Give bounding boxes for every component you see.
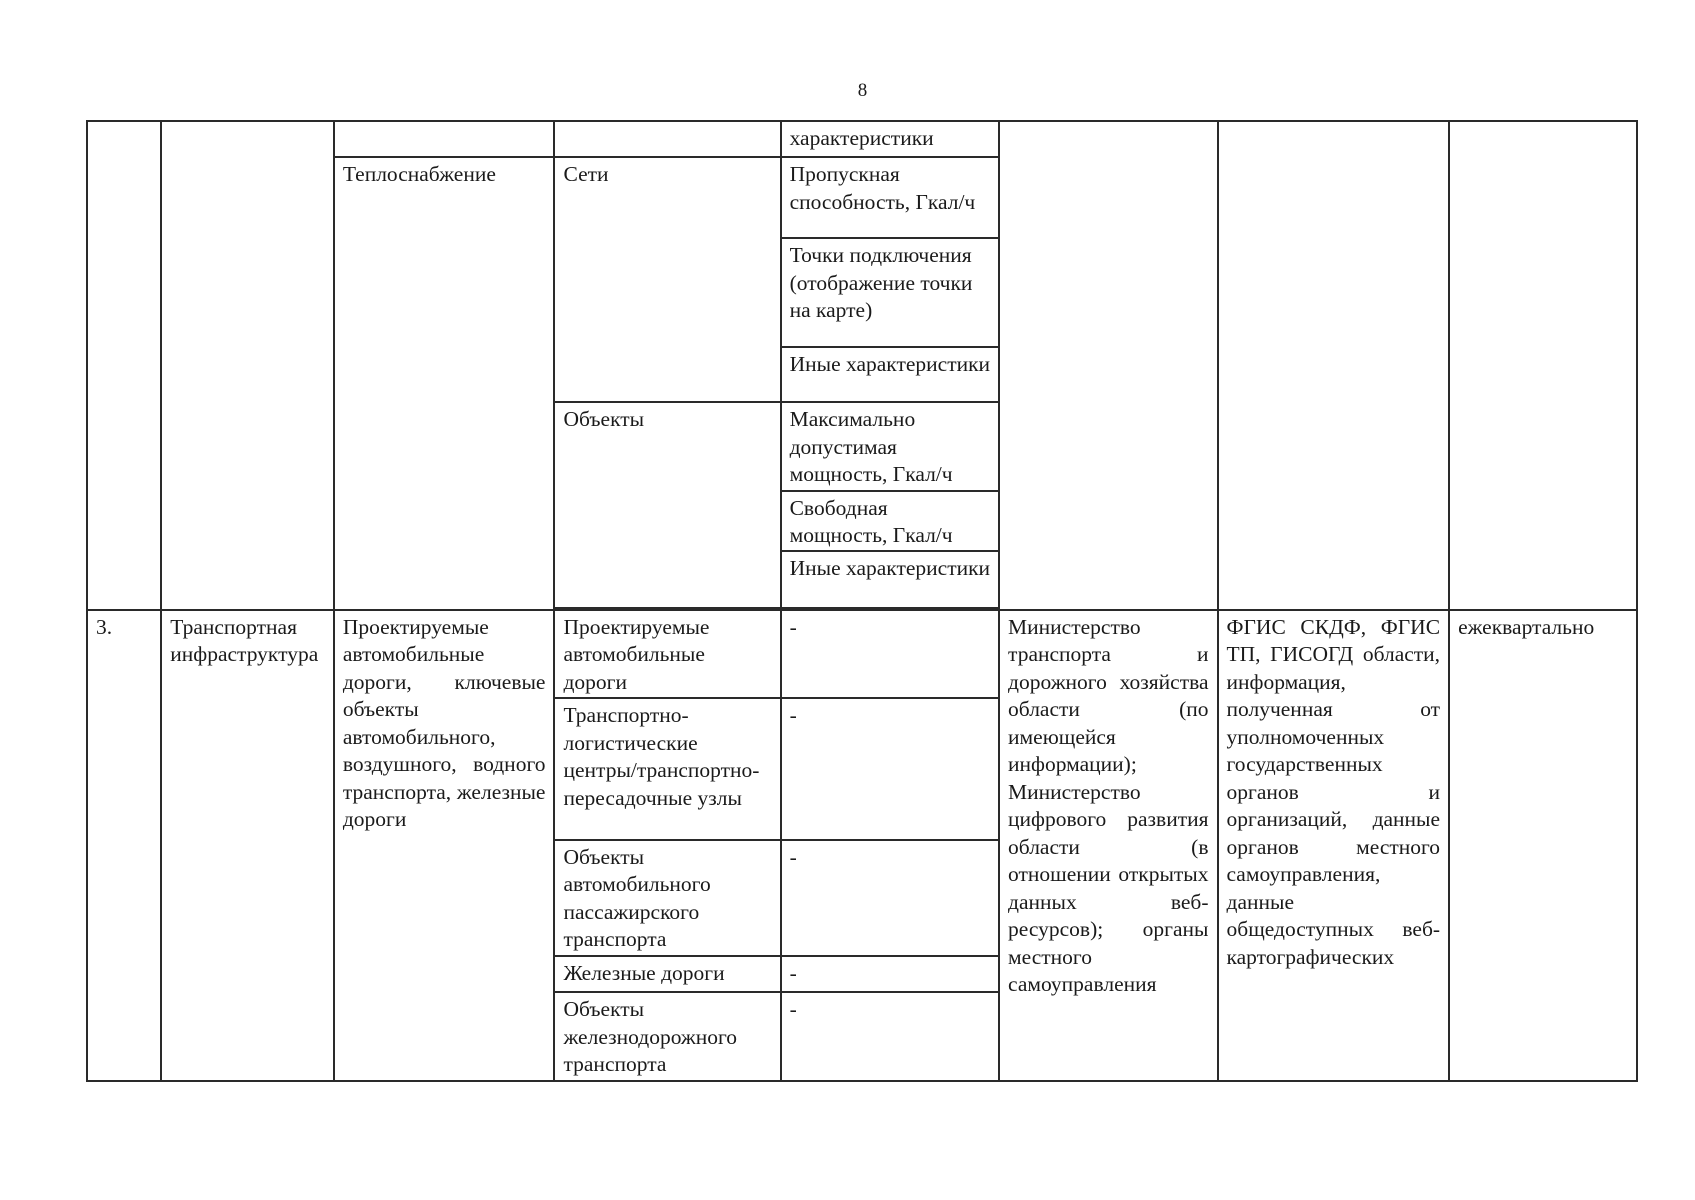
cell-subitem-value: - [781,992,999,1081]
table-row [87,610,1637,698]
cell-param: Иные характеристики [781,551,999,608]
cell-row-number: 3. [87,610,161,1081]
cell-responsible: Министерство транспорта и дорожного хозяйства области (по имеющейся информации); Министерство цифрового развития области (в отношении открытых данных веб-ресурсов); органы местного самоуправления [999,610,1217,1081]
cell-sources-cont [1218,121,1450,610]
cell-param: характеристики [781,121,999,157]
cell-row-description: Проектируемые автомобильные дороги, ключевые объекты автомобильного, воздушного, водного транспорта, железные дороги [334,610,555,1081]
cell-subitem-value: - [781,956,999,992]
cell-category-empty [334,121,555,157]
cell-param: Свободная мощность, Гкал/ч [781,491,999,552]
cell-group: Сети [554,157,780,402]
cell-number-cont [87,121,161,610]
page-number: 8 [857,80,868,101]
cell-param: Максимально допустимая мощность, Гкал/ч [781,402,999,490]
cell-subitem-value: - [781,610,999,698]
cell-subitem: Объекты автомобильного пассажирского транспорта [554,840,780,956]
cell-category: Теплоснабжение [334,157,555,609]
cell-sources: ФГИС СКДФ, ФГИС ТП, ГИСОГД области, информация, полученная от уполномоченных государственных органов и организаций, данные органов местного самоуправления, данные общедоступных веб-картографических [1218,610,1450,1081]
cell-param: Пропускная способность, Гкал/ч [781,157,999,238]
cell-group-empty [554,121,780,157]
cell-subitem-value: - [781,840,999,956]
cell-frequency: ежеквартально [1449,610,1637,1081]
cell-subitem: Транспортно-логистические центры/транспортно-пересадочные узлы [554,698,780,840]
cell-responsible-cont [999,121,1217,610]
cell-frequency-cont [1449,121,1637,610]
cell-name-cont [161,121,334,610]
cell-param: Иные характеристики [781,347,999,402]
cell-row-name: Транспортная инфраструктура [161,610,334,1081]
cell-group: Объекты [554,402,780,608]
cell-subitem-value: - [781,698,999,840]
cell-param: Точки подключения (отображение точки на карте) [781,238,999,347]
data-table [86,120,1638,1082]
table-row [87,121,1637,157]
cell-subitem: Железные дороги [554,956,780,992]
cell-subitem: Проектируемые автомобильные дороги [554,610,780,698]
cell-subitem: Объекты железнодорожного транспорта [554,992,780,1081]
